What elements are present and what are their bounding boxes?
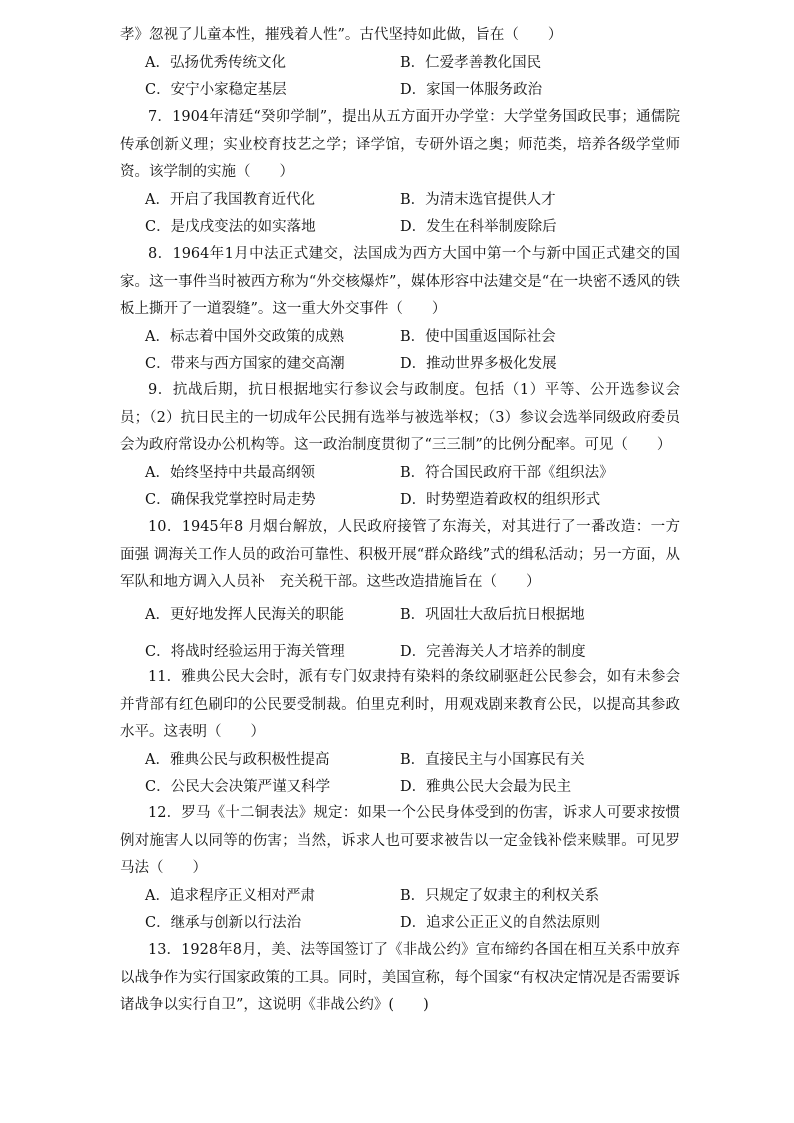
option-d[interactable]: D．发生在科举制废除后: [400, 219, 557, 235]
question-stem: 9．抗战后期，抗日根据地实行参议会与政制度。包括（1）平等、公开选参议会员；（2）抗日民主的一切成年公民拥有选举与被选举权；（3）参议会选举同级政府委员会为政府常设办公机构等。这一政治制度贯彻了“三三制”的比例分配率。可见（ ）: [120, 382, 680, 453]
option-a[interactable]: A．标志着中国外交政策的成熟: [145, 328, 344, 345]
option-c[interactable]: C．是戊戌变法的如实落地: [145, 219, 316, 235]
option-d[interactable]: D．时势塑造着政权的组织形式: [400, 492, 601, 508]
question-stem: 10．1945年8 月烟台解放，人民政府接管了东海关，对其进行了一番改造：一方面强 调海关工作人员的政治可靠性、积极开展“群众路线”式的缉私活动；另一方面，从军队和地方调入人员补 充关税干部。这些改造措施旨在（ ）: [120, 519, 680, 590]
option-d[interactable]: D．追求公正正义的自然法原则: [400, 915, 601, 931]
option-a[interactable]: A．弘扬优秀传统文化: [145, 54, 286, 71]
question-stem: 7．1904年清廷“癸卯学制”，提出从五方面开办学堂：大学堂务国政民事；通儒院传承创新义理；实业校育技艺之学；译学馆，专研外语之奥；师范类，培养各级学堂师资。该学制的实施（ ）: [120, 109, 680, 180]
option-c[interactable]: C．继承与创新以行法治: [145, 915, 302, 931]
question-12: [120, 800, 680, 938]
option-a[interactable]: A．开启了我国教育近代化: [145, 191, 315, 208]
answer-options: [120, 50, 680, 105]
question-7: [120, 104, 680, 242]
answer-options: [120, 324, 680, 379]
option-a[interactable]: A．追求程序正义相对严肃: [145, 887, 315, 904]
answer-options: [120, 747, 680, 802]
question-stem: 11．雅典公民大会时，派有专门奴隶持有染料的条纹刷驱赶公民参会，如有未参会并背部有红色刷印的公民要受制裁。伯里克利时，用观戏剧来教育公民，以提高其参政水平。这表明（ ）: [120, 669, 680, 740]
answer-options: [120, 460, 680, 515]
question-stem: 孝》忽视了儿童本性，摧残着人性”。古代坚持如此做，旨在（ ）: [120, 27, 563, 43]
option-a[interactable]: A．始终坚持中共最高纲领: [145, 464, 315, 481]
answer-options: [120, 187, 680, 242]
question-9: [120, 377, 680, 515]
option-a[interactable]: A．雅典公民与政积极性提高: [145, 751, 330, 768]
question-stem: 13．1928年8月，美、法等国签订了《非战公约》宣布缔约各国在相互关系中放弃以战争作为实行国家政策的工具。同时，美国宣称，每个国家“有权决定情况是否需要诉诸战争以实行自卫”，这说明《非战公约》( ): [120, 942, 680, 1013]
option-d[interactable]: D．家国一体服务政治: [400, 82, 543, 98]
answer-options: [120, 883, 680, 938]
question-10: [120, 514, 680, 671]
option-b[interactable]: B．为清末选官提供人才: [400, 191, 556, 208]
option-b[interactable]: B．符合国民政府干部《组织法》: [400, 464, 614, 481]
option-b[interactable]: B．只规定了奴隶主的利权关系: [400, 887, 600, 904]
option-d[interactable]: D．雅典公民大会最为民主: [400, 779, 572, 795]
option-b[interactable]: B．直接民主与小国寡民有关: [400, 751, 585, 768]
option-b[interactable]: B．仁爱孝善教化国民: [400, 54, 542, 71]
option-b[interactable]: B．巩固壮大敌后抗日根据地: [400, 606, 585, 623]
option-a[interactable]: A．更好地发挥人民海关的职能: [145, 606, 344, 623]
question-11: [120, 664, 680, 802]
option-c[interactable]: C．带来与西方国家的建交高潮: [145, 356, 345, 372]
option-c[interactable]: C．公民大会决策严谨又科学: [145, 779, 331, 795]
option-d[interactable]: D．推动世界多极化发展: [400, 356, 557, 372]
question-stem: 8．1964年1月中法正式建交，法国成为西方大国中第一个与新中国正式建交的国家。这一事件当时被西方称为“外交核爆炸”，媒体形容中法建交是“在一块密不透风的铁板上撕开了一道裂缝”。这一重大外交事件（ ）: [120, 246, 680, 317]
question-13: [120, 937, 680, 1020]
question-6: [120, 22, 680, 105]
option-c[interactable]: C．确保我党掌控时局走势: [145, 492, 316, 508]
option-c[interactable]: C．安宁小家稳定基层: [145, 82, 287, 98]
question-stem: 12．罗马《十二铜表法》规定：如果一个公民身体受到的伤害，诉求人可要求按惯例对施害人以同等的伤害；当然，诉求人也可要求被告以一定金钱补偿来赎罪。可见罗马法（ ）: [120, 805, 680, 876]
option-d[interactable]: D．完善海关人才培养的制度: [400, 643, 586, 660]
option-b[interactable]: B．使中国重返国际社会: [400, 328, 556, 345]
question-8: [120, 241, 680, 379]
option-c[interactable]: C．将战时经验运用于海关管理: [145, 643, 345, 660]
answer-options: [120, 597, 680, 671]
